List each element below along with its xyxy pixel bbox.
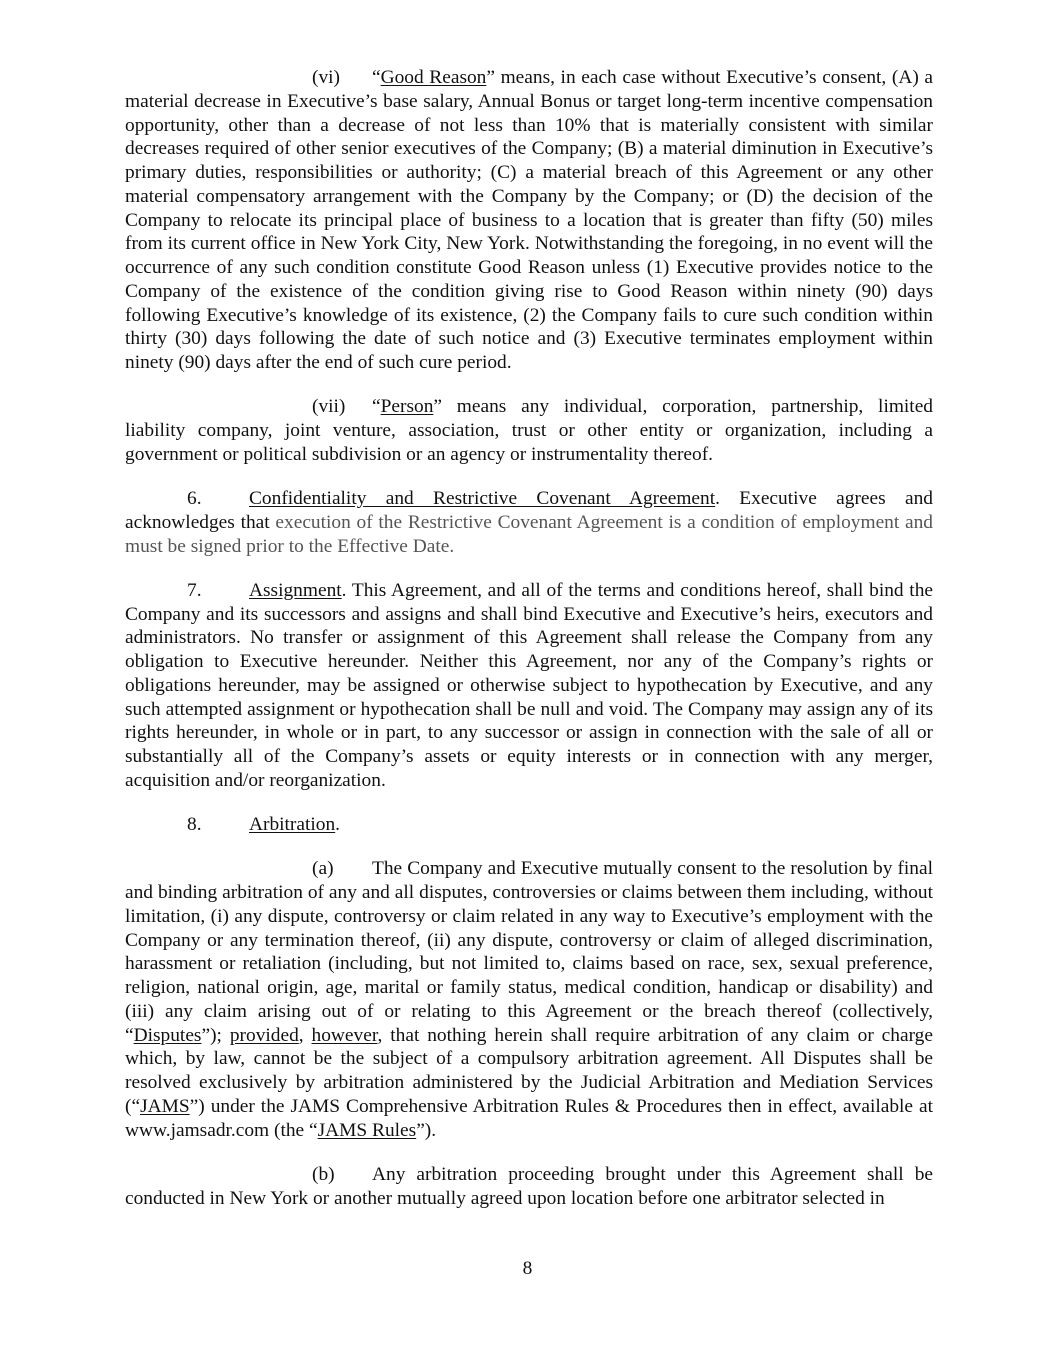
however-word: however <box>311 1024 378 1046</box>
clause-number: (vi) <box>312 67 340 88</box>
section-number: 7. <box>187 579 202 601</box>
section-heading: Confidentiality and Restrictive Covenant Agreement <box>249 488 716 509</box>
clause-number: (a) <box>312 858 334 880</box>
open-quote: “ <box>372 67 381 88</box>
clause-8b <box>125 1163 933 1211</box>
clause-number: (b) <box>312 1163 335 1185</box>
section-8-arbitration <box>125 813 933 837</box>
clause-8a <box>125 857 933 1142</box>
section-number: 8. <box>187 814 202 835</box>
defined-term-jams-rules: JAMS Rules <box>317 1119 417 1141</box>
clause-text: ” means, in each case without Executive’s consent, (A) a material decrease in Executive’s base salary, Annual Bonus or target long-term incentive compensation opportunity, other than a decrease of not less than 10% that is materially consistent with similar decreases required of other senior executives of the Company; (B) a material diminution in Executive’s primary duties, responsibilities or authority; (C) a material breach of this Agreement or any other material compensatory arrangement with the Company by the Company; or (D) the decision of the Company to relocate its principal place of business to a location that is greater than fifty (50) miles from its current office in New York City, New York. Notwithstanding the foregoing, in no event will the occurrence of any such condition constitute Good Reason unless (1) Executive provides notice to the Company of the existence of the condition giving rise to Good Reason within ninety (90) days following Executive’s knowledge of its existence, (2) the Company fails to cure such condition within thirty (30) days following the date of such notice and (3) Executive terminates employment within ninety (90) days after the end of such cure period. <box>125 67 933 373</box>
clause-text: The Company and Executive mutually consent to the resolution by final and binding arbitration of any and all disputes, controversies or claims between them including, without limitation, (i) any dispute, controversy or claim related in any way to Executive’s employment with the Company or any termination thereof, (ii) any dispute, controversy or claim of alleged discrimination, harassment or retaliation (including, but not limited to, claims based on race, sex, sexual preference, religion, national origin, age, marital or family status, medical condition, handicap or disability) and (iii) any claim arising out of or relating to this Agreement or the breach thereof (collectively, “ <box>125 858 933 1046</box>
clause-text: ”); <box>201 1024 230 1046</box>
clause-number: (vii) <box>312 396 346 418</box>
section-number: 6. <box>187 488 202 509</box>
clause-person <box>125 395 933 466</box>
clause-text: ”) under the JAMS Comprehensive Arbitration Rules & Procedures then in effect, available at www.jamsadr.com (the “ <box>125 1095 933 1141</box>
defined-term-good-reason: Good Reason <box>380 67 487 88</box>
clause-text: ” means any individual, corporation, partnership, limited liability company, joint venture, association, trust or other entity or organization, including a government or political subdivision or an agency or instrumentality thereof. <box>125 396 933 465</box>
section-text: . Executive agrees and acknowledges that <box>125 488 933 533</box>
section-text: . This Agreement, and all of the terms and conditions hereof, shall bind the Company and its successors and assigns and shall bind Executive and Executive’s heirs, executors and administrators. No transfer or assignment of this Agreement shall release the Company from any obligation to Executive hereunder. Neither this Agreement, nor any of the Company’s rights or obligations hereunder, may be assigned or otherwise subject to hypothecation by Executive, and any such attempted assignment or hypothecation shall be null and void. The Company may assign any of its rights hereunder, in whole or in part, to any successor or assign in connection with the sale of all or substantially all of the Company’s assets or equity interests or in connection with any merger, acquisition and/or reorganization. <box>125 579 933 791</box>
section-period: . <box>335 814 341 835</box>
clause-text: , <box>298 1024 312 1046</box>
provided-word: provided <box>229 1024 299 1046</box>
section-7-assignment <box>125 579 933 793</box>
open-quote: “ <box>372 396 381 418</box>
section-text-gray: execution of the Restrictive Covenant Agreement is a condition of employment and must be signed prior to the Effective Date. <box>125 511 933 557</box>
clause-text: Any arbitration proceeding brought under this Agreement shall be conducted in New York or another mutually agreed upon location before one arbitrator selected in <box>125 1163 933 1209</box>
clause-text: ”). <box>416 1119 437 1141</box>
section-heading: Assignment <box>249 579 342 601</box>
clause-text: , that nothing herein shall require arbitration of any claim or charge which, by law, cannot be the subject of a compulsory arbitration agreement. All Disputes shall be resolved exclusively by arbitration administered by the Judicial Arbitration and Mediation Services (“ <box>125 1024 933 1117</box>
section-6-confidentiality <box>125 487 933 558</box>
section-heading: Arbitration <box>249 814 336 835</box>
defined-term-person: Person <box>380 396 434 418</box>
defined-term-disputes: Disputes <box>133 1024 202 1046</box>
clause-good-reason <box>125 66 933 375</box>
defined-term-jams: JAMS <box>140 1095 190 1117</box>
page-number: 8 <box>522 1258 533 1279</box>
document-body <box>125 66 933 1231</box>
